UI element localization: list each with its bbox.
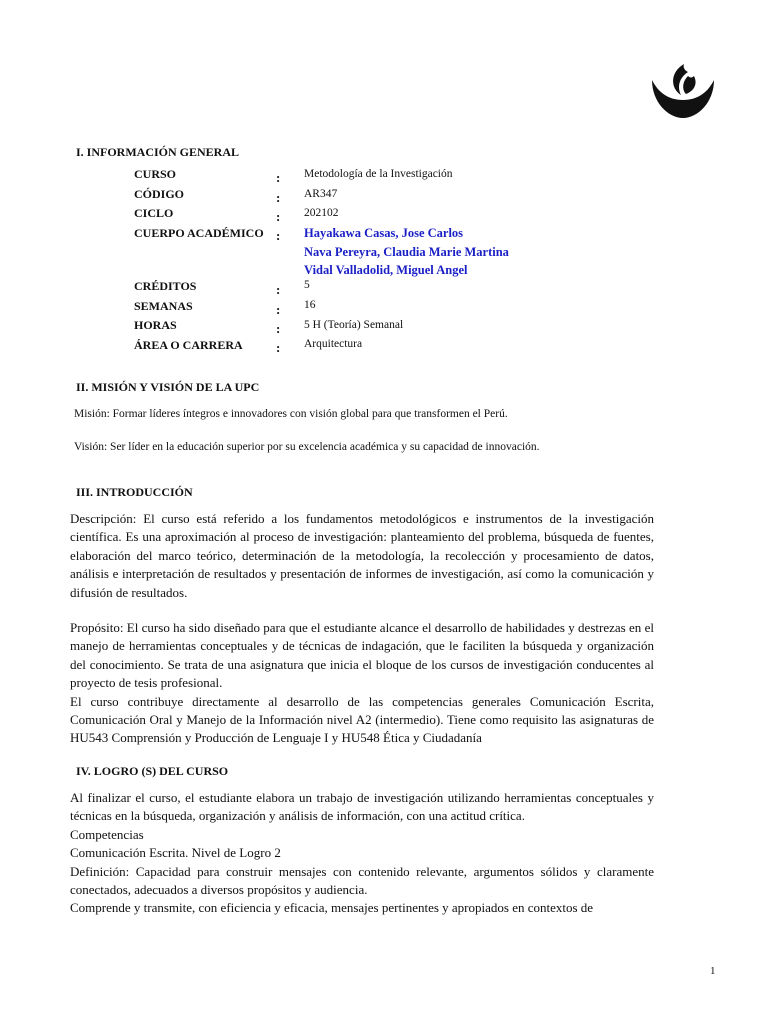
creditos-colon: : <box>276 282 281 297</box>
section-mission-heading: II. MISIÓN Y VISIÓN DE LA UPC <box>76 380 260 394</box>
logro-content <box>70 789 654 918</box>
cuerpo-value-1: Hayakawa Casas, Jose Carlos <box>304 226 464 240</box>
codigo-value: AR347 <box>304 188 338 200</box>
section-intro-heading: III. INTRODUCCIÓN <box>76 485 193 499</box>
horas-value: 5 H (Teoría) Semanal <box>304 319 404 331</box>
semanas-colon: : <box>276 302 281 317</box>
ciclo-label: CICLO <box>134 206 174 220</box>
horas-colon: : <box>276 321 281 336</box>
horas-label: HORAS <box>134 318 177 332</box>
cuerpo-colon: : <box>276 228 281 243</box>
creditos-label: CRÉDITOS <box>134 279 197 293</box>
logro-p4: Definición: Capacidad para construir mensajes con contenido relevante, argumentos sólidos y claramente conectados, adecuados a diversos propósitos y audiencia. <box>70 863 654 898</box>
ciclo-colon: : <box>276 209 281 224</box>
upc-logo-icon <box>648 58 718 120</box>
curso-value: Metodología de la Investigación <box>304 168 453 180</box>
area-label: ÁREA O CARRERA <box>134 338 243 352</box>
logro-p3: Comunicación Escrita. Nivel de Logro 2 <box>70 845 281 861</box>
cuerpo-value-2: Nava Pereyra, Claudia Marie Martina <box>304 245 509 259</box>
codigo-label: CÓDIGO <box>134 187 185 201</box>
area-value: Arquitectura <box>304 338 363 350</box>
intro-descripcion-text: Descripción: El curso está referido a los fundamentos metodológicos e instrumentos de la investigación científica. Es una aproximación al proceso de investigación: planteamiento del problema, búsqueda de fuentes, elaboración del marco teórico, determinación de la metodología, la recolección y procesamiento de datos, análisis e interpretación de resultados y presentación de informes de investigación, así como la comunicación y difusión de resultados. <box>70 511 654 600</box>
vision-text: Visión: Ser líder en la educación superior por su excelencia académica y su capacidad de innovación. <box>74 441 540 453</box>
curso-label: CURSO <box>134 167 177 181</box>
codigo-colon: : <box>276 190 281 205</box>
intro-contribuye-text: El curso contribuye directamente al desarrollo de las competencias generales Comunicación Escrita, Comunicación Oral y Manejo de la Información nivel A2 (intermedio). Tiene como requisito las asignaturas de HU543 Comprensión y Producción de Lenguaje I y HU548 Ética y Ciudadanía <box>70 693 654 746</box>
creditos-value: 5 <box>304 279 310 291</box>
logro-p5: Comprende y transmite, con eficiencia y eficacia, mensajes pertinentes y apropiados en contextos de <box>70 900 594 916</box>
semanas-value: 16 <box>304 299 316 311</box>
area-colon: : <box>276 340 281 355</box>
ciclo-value: 202102 <box>304 207 339 219</box>
curso-colon: : <box>276 170 281 185</box>
logro-p1: Al finalizar el curso, el estudiante elabora un trabajo de investigación utilizando herramientas conceptuales y técnicas en la búsqueda, organización y análisis de información, con una actitud crítica. <box>70 790 654 824</box>
semanas-label: SEMANAS <box>134 299 193 313</box>
cuerpo-label: CUERPO ACADÉMICO <box>134 226 264 240</box>
section-logro-heading: IV. LOGRO (S) DEL CURSO <box>76 764 229 778</box>
intro-descripcion <box>70 510 654 602</box>
page-number: 1 <box>710 965 716 977</box>
cuerpo-value-3: Vidal Valladolid, Miguel Angel <box>304 263 468 277</box>
intro-proposito-text: Propósito: El curso ha sido diseñado para que el estudiante alcance el desarrollo de habilidades y destrezas en el manejo de herramientas conceptuales y de técnicas de indagación, que le faciliten la búsqueda y organización del conocimiento. Se trata de una asignatura que inicia el bloque de los cursos de investigación conducentes al proyecto de tesis profesional. <box>70 620 654 691</box>
logro-p2: Competencias <box>70 826 144 842</box>
intro-proposito <box>70 619 654 748</box>
section-general-heading: I. INFORMACIÓN GENERAL <box>76 145 240 159</box>
mission-text: Misión: Formar líderes íntegros e innovadores con visión global para que transformen el Perú. <box>74 408 508 420</box>
